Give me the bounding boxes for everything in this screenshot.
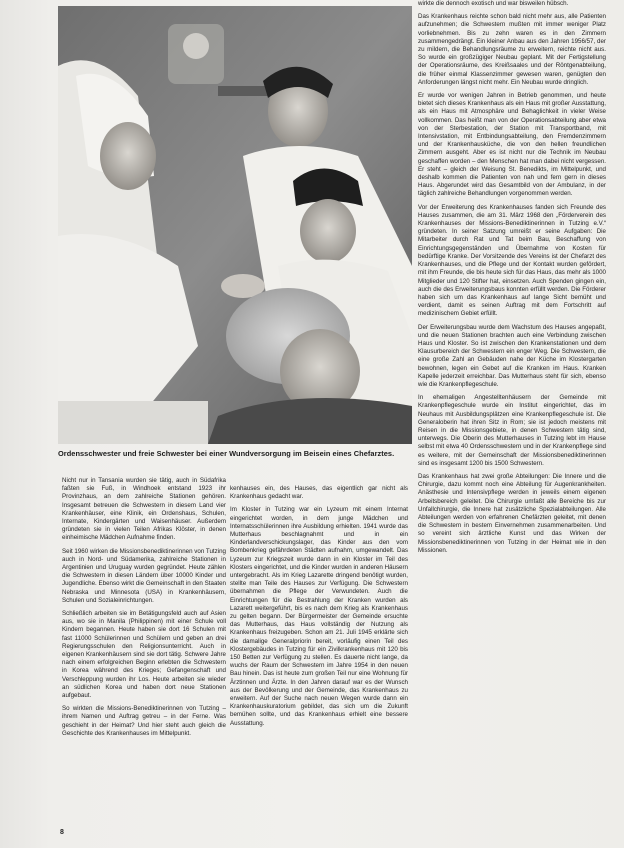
paragraph: Vor der Erweiterung des Krankenhauses fanden sich Freunde des Hauses zusammen, die am 31. März 1968 den „Förderverein des Krankenhauses der Missions-Benediktinerinnen in Tutzing e.V.“ gründeten. In seiner Satzung umreißt er seine Aufgaben: Die Mitarbeiter durch Rat und Tat beim Bau, Beschaffung von Einrichtungsgegenständen und Übernahme von Kosten für bedürftige Kranke. Der Vorsitzende des Vereins ist der Chefarzt des Krankenhauses, und die Pflege und der Kontakt wurden gefördert, mit ihm Freunde, die bis heute sich für das Haus, das mehr als 1000 Mitglieder und 120 Stifter hat, einsetzen. Auch Spenden gingen ein, auch die des Erweiterungsbaus konnten erfüllt werden. Die Förderer haben sich um das Krankenhaus auf lange Sicht bemüht und verdient, damit es seinen Auftrag mit dem Fortschritt auf medizinischem Gebiet erfüllt. (418, 203, 606, 318)
photo-caption: Ordensschwester und freie Schwester bei einer Wundversorgung im Beisein eines Chefarztes. (58, 449, 395, 458)
paragraph: Seit 1960 wirken die Missionsbenediktinerinnen von Tutzing auch in Nord- und Südamerika, zahlreiche Stationen in Argentinien und Uruguay wurden gegründet. Heute zählen die Schwestern in diesen Ländern über 10000 Kinder und Jugendliche. Ebenso wirkt die Gemeinschaft in den Staaten Nebraska und Minnesota (USA) in Krankenhäusern, Schulen und Sozialeinrichtungen. (62, 547, 226, 604)
paragraph: kenhauses ein, des Hauses, das eigentlich gar nicht als Krankenhaus gedacht war. (230, 485, 408, 501)
paragraph: Er wurde vor wenigen Jahren in Betrieb genommen, und heute bietet sich dieses Krankenhaus als ein Haus mit großer Ausstattung, als ein Haus mit Atmosphäre und Behaglichkeit in vieler Weise vollkommen. Das heißt man von der Operationsabteilung aber etwa von der Sterbestation, der Station mit Transportband, mit Intensivstation, mit Entbindungsabteilung, den Fremdenzimmern und der Krankenhausküche, die von den hellen freundlichen Zimmern ausgeht. Aber es ist nicht nur die Technik im Neubau geschaffen worden – den Menschen hat man dabei nicht vergessen. Er steht – gleich der Weisung St. Benedikts, im Mittelpunkt, und deshalb kommen die Patienten von nah und fern gern in dieses Haus. Abgerundet wird das Gesamtbild von der Ambulanz, in der täglich zahlreiche Behandlungen vorgenommen werden. (418, 92, 606, 198)
paragraph: wirkte die dennoch exotisch und war bisweilen hübsch. (418, 0, 569, 7)
page-number: 8 (60, 829, 64, 836)
paragraph: So wirkten die Missions-Benediktinerinnen von Tutzing – ihrem Namen und Auftrag getreu – in der Ferne. Was geschieht in der Heimat? Und hier steht auch gleich die Geschichte des Krankenhauses im Mittelpunkt. (62, 705, 226, 737)
paragraph: Das Krankenhaus hat zwei große Abteilungen: Die Innere und die Chirurgie, dazu kommt noch eine Abteilung für Augenkrankheiten. Anästhesie und Intensivpflege werden in jeweils einem eigenen Arbeitsbereich geleitet. Die Chirurgie umfaßt alle Bereiche bis zur Unfallchirurgie, die Innere hat zusätzliche Spezialabteilungen. Alle Abteilungen werden von erfahrenen Chefärzten geleitet, mit denen die Schwestern in bestem Einvernehmen zusammenarbeiten. Und so vereint sich ärztliche Kunst und das Wirken der Missionsbenediktinerinnen von Tutzing in der Heimat wie in den Missionen. (418, 472, 606, 554)
paragraph: Im Kloster in Tutzing war ein Lyzeum mit einem Internat eingerichtet worden, in dem junge Mädchen und Internatsschülerinnen ihre Ausbildung erhielten. 1941 wurde das Mutterhaus beschlagnahmt und in ein Kinderlandverschickungslager, das Kinder aus den vom Bombenkrieg gefährdeten Städten aufnahm, umgewandelt. Das Lyzeum zur Kriegszeit wurde dann in ein Kloster im Teil des Klosters eingerichtet, und die Kinder wurden in anderen Häusern untergebracht. Als im Krieg Lazarette dringend benötigt wurden, stellte man Teile des Hauses zur Verfügung. Die Schwestern übernahmen die Pflege der Verwundeten. Auch die Einrichtungen für die Bestrahlung der Kranken wurden als Lazarett weitergeführt, bis es nach dem Krieg als Krankenhaus zu gelten begann. Der Bürgermeister der Gemeinde ersuchte das Mutterhaus, das Haus vollständig der Nutzung als Krankenhaus freizugeben. Schon am 21. Juli 1945 erklärte sich die damalige Generalpriorin bereit, vorläufig einen Teil des Klostergebäudes in Tutzing für ein Zivilkrankenhaus mit 120 bis 150 Betten zur Verfügung zu stellen. Es dauerte nicht lange, da wuchs der Raum der Schwestern im Jahre 1954 in den neuen Bau hinein. Das ist heute zum großen Teil nur eine Wohnung für Ärztinnen und Ärzte. In den Jahren darauf war es der Wunsch aus der Bevölkerung und der Gemeinde, das Krankenhaus zu erweitern. Auf der Suche nach neuen Wegen wurde dann ein Krankenhauskuratorium gebildet, das sich um die Zukunft bemühen sollte, und das Krankenhaus erhielt eine bessere Ausstattung. (230, 506, 408, 727)
text-column-right (418, 0, 606, 814)
paragraph: Der Erweiterungsbau wurde dem Wachstum des Hauses angepaßt, und die neuen Stationen brachten auch eine Verbindung zwischen Haus und Kloster. So ist zwischen den Krankenstationen und dem Klausurbereich der Schwestern ein enger Weg. Die Schwestern, die eine große Zahl an Gebäuden nahe der Küche im Klostergarten bewohnen, legen ein Gebet auf die Kranken im Haus. Kranken Kapelle jederzeit erreichbar. Das Mutterhaus steht für sich, ebenso wie die Krankenpflegeschule. (418, 323, 606, 388)
paragraph: Das Krankenhaus reichte schon bald nicht mehr aus, alle Patienten aufzunehmen; die Schwestern mußten mit immer weniger Platz vorliebnehmen. Bis zu zehn waren es in den Zimmern zusammengedrängt. Ein kleiner Anbau aus den Jahren 1956/57, der zu mildern, die Behandlungsräume zu erweitern, reichte nicht aus. So wurde ein großzügiger Neubau geplant. Mit der Fertigstellung der Operationsräume, des Kreißsaales und der Röntgenabteilung, die früher einmal Klassenzimmer gewesen waren, genügten den Anforderungen längst nicht mehr. Ein Neubau wurde dringlich. (418, 13, 606, 86)
paragraph: Nicht nur in Tansania wurden sie tätig, auch in Südafrika faßten sie Fuß, in Windhoek entstand 1923 ihr Provinzhaus, an dem zahlreiche Stationen gehören. Insgesamt betreuen die Schwestern in diesem Land vier Krankenhäuser, eine Klinik, ein Ordenshaus, Schulen, Internate, Kindergärten und Waisenhäuser. Außerdem gründeten sie in vielen Teilen Afrikas Klöster, in denen einheimische Mädchen Aufnahme finden. (62, 477, 226, 542)
text-column-middle (230, 485, 408, 829)
photo-illustration (58, 6, 412, 444)
text-column-left (62, 477, 226, 829)
photo-nurses-wound-care (58, 6, 412, 444)
paragraph: Schließlich arbeiten sie im Betätigungsfeld auch auf Asien aus, wo sie in Manila (Philippinen) mit einer Schule voll Kindern begannen. Heute haben sie dort 16 Schulen mit fast 11000 Schülerinnen und Schülern und geben an drei Regierungsschulen den Religionsunterricht. Auch in eigenen Krankenhäusern sind sie dort tätig. Schwere Jahre nach einem erfolgreichen Beginn erlebten die Schwestern in Korea während des Krieges; Gefangenschaft und Verschleppung wurden ihr Los. Heute arbeiten sie wieder an südlichen Korea und haben dort neue Stationen aufgebaut. (62, 610, 226, 700)
paragraph: In ehemaligen Angestelltenhäusern der Gemeinde mit Krankenpflegeschule wurde ein Institut eingerichtet, das im Neuhaus mit Ausbildungsplätzen eine Krankenpflegeschule ist. Die Generaloberin hat ihren Sitz in Rom; sie ist jedoch meistens mit Reisen in die Missionsgebiete, in denen Schwestern tätig sind, unterwegs. Die Oberin des Mutterhauses in Tutzing lebt im Hause selbst mit etwa 40 Ordensschwestern und in der Krankenpflege sind es weitere, mit der Gemeinschaft der Missionsbenediktinerinnen sind es insgesamt 1200 bis 1500 Schwestern. (418, 394, 606, 467)
